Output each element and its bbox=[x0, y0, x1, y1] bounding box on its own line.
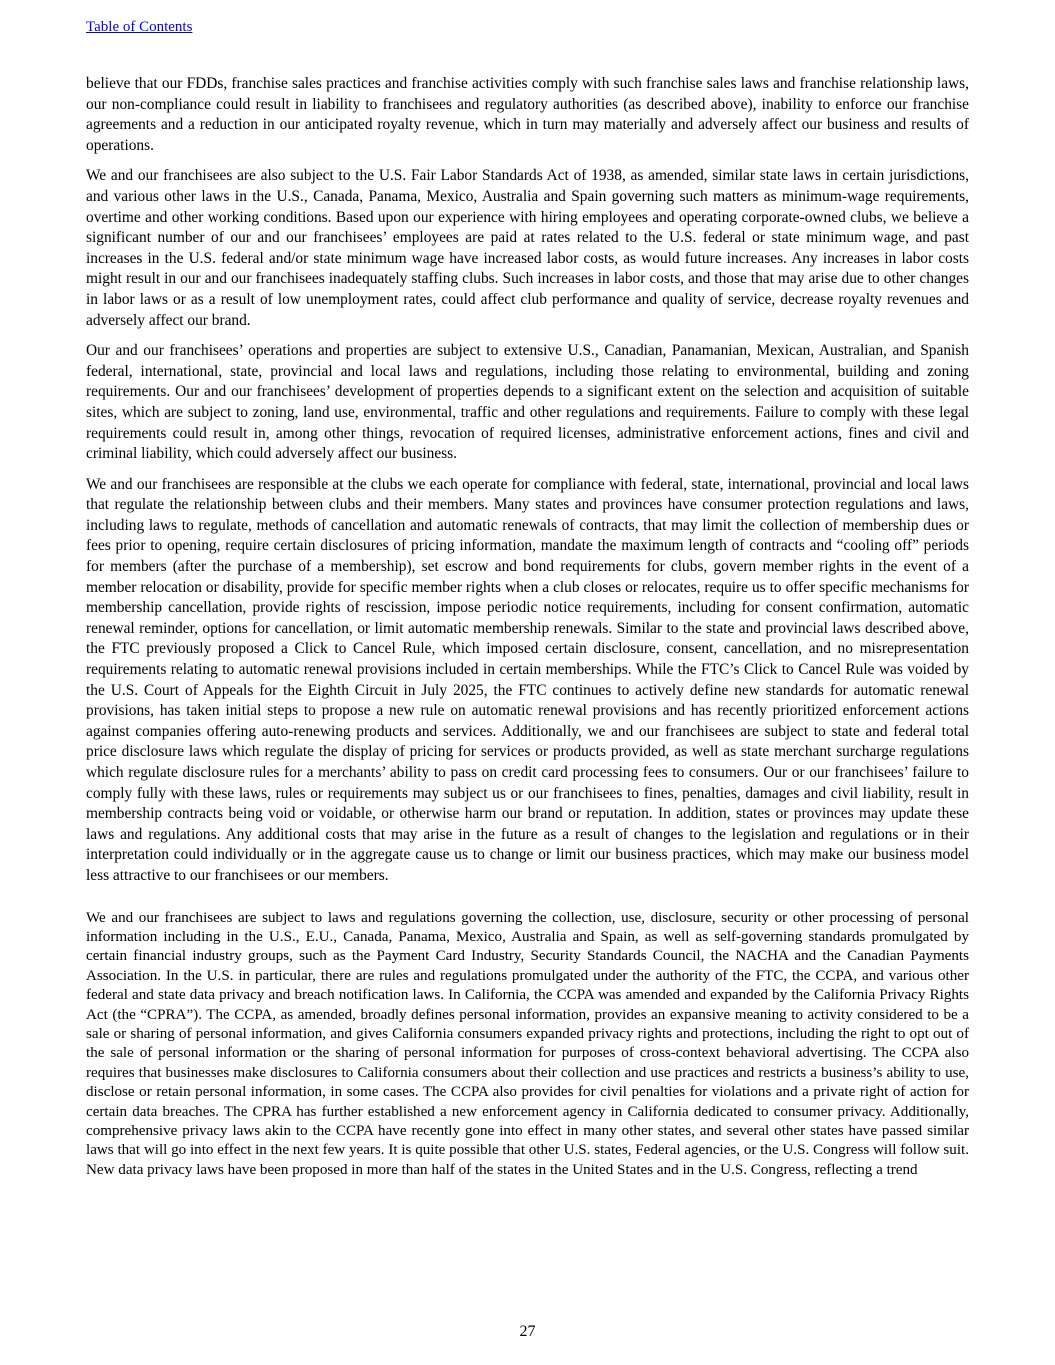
document-body bbox=[86, 74, 969, 1190]
paragraph-franchise-laws: believe that our FDDs, franchise sales practices and franchise activities comply with such franchise sales laws and franchise relationship laws, our non-compliance could result in liability to franchisees and regulatory authorities (as described above), inability to enforce our franchise agreements and a reduction in our anticipated royalty revenue, which in turn may materially and adversely affect our business and results of operations. bbox=[86, 75, 969, 154]
table-of-contents-link[interactable]: Table of Contents bbox=[86, 19, 193, 35]
paragraph-labor-laws: We and our franchisees are also subject to the U.S. Fair Labor Standards Act of 1938, as amended, similar state laws in certain jurisdictions, and various other laws in the U.S., Canada, Panama, Mexico, Australia and Spain governing such matters as minimum-wage requirements, overtime and other working conditions. Based upon our experience with hiring employees and operating corporate-owned clubs, we believe a significant number of our and our franchisees’ employees are paid at rates related to the U.S. federal or state minimum wage, and past increases in the U.S. federal and/or state minimum wage have increased labor costs, as would future increases. Any increases in labor costs might result in our and our franchisees inadequately staffing clubs. Such increases in labor costs, and those that may arise due to other changes in labor laws or as a result of low unemployment rates, could affect club performance and quality of service, decrease royalty revenues and adversely affect our brand. bbox=[86, 167, 969, 329]
paragraph-privacy-laws: We and our franchisees are subject to laws and regulations governing the collection, use, disclosure, security or other processing of personal information including in the U.S., E.U., Canada, Panama, Mexico, Australia and Spain, as well as self-governing standards promulgated by certain financial industry groups, such as the Payment Card Industry, Security Standards Council, the NACHA and the Canadian Payments Association. In the U.S. in particular, there are rules and regulations promulgated under the authority of the FTC, the CCPA, and various other federal and state data privacy and breach notification laws. In California, the CCPA was amended and expanded by the California Privacy Rights Act (the “CPRA”). The CCPA, as amended, broadly defines personal information, provides an expansive meaning to activity considered to be a sale or sharing of personal information, and gives California consumers expanded privacy rights and protections, including the right to opt out of the sale of personal information or the sharing of personal information for purposes of cross-context behavioral advertising. The CCPA also requires that businesses make disclosures to California consumers about their collection and use practices and restricts a business’s ability to use, disclose or retain personal information, in some cases. The CCPA also provides for civil penalties for violations and a private right of action for certain data breaches. The CPRA has further established a new enforcement agency in California dedicated to consumer privacy. Additionally, comprehensive privacy laws akin to the CCPA have recently gone into effect in many other states, and several other states have passed similar laws that will go into effect in the next few years. It is quite possible that other U.S. states, Federal agencies, or the U.S. Congress will follow suit. New data privacy laws have been proposed in more than half of the states in the United States and in the U.S. Congress, reflecting a trend bbox=[86, 909, 969, 1178]
paragraph-property-regulations: Our and our franchisees’ operations and properties are subject to extensive U.S., Canadian, Panamanian, Mexican, Australian, and Spanish federal, international, state, provincial and local laws and regulations, including those relating to environmental, building and zoning requirements. Our and our franchisees’ development of properties depends to a significant extent on the selection and acquisition of suitable sites, which are subject to zoning, land use, environmental, traffic and other regulations and requirements. Failure to comply with these legal requirements could result in, among other things, revocation of required licenses, administrative enforcement actions, fines and civil and criminal liability, which could adversely affect our business. bbox=[86, 342, 969, 463]
paragraph-member-relationship-laws: We and our franchisees are responsible at the clubs we each operate for compliance with federal, state, international, provincial and local laws that regulate the relationship between clubs and their members. Many states and provinces have consumer protection regulations and laws, including laws to regulate, methods of cancellation and automatic renewals of contracts, that may limit the collection of membership dues or fees prior to opening, require certain disclosures of pricing information, mandate the maximum length of contracts and “cooling off” periods for members (after the purchase of a membership), set escrow and bond requirements for clubs, govern member rights in the event of a member relocation or disability, provide for specific member rights when a club closes or relocates, require us to offer specific mechanisms for membership cancellation, provide rights of rescission, impose periodic notice requirements, including for consent confirmation, automatic renewal reminder, options for cancellation, or limit automatic membership renewals. Similar to the state and provincial laws described above, the FTC previously proposed a Click to Cancel Rule, which imposed certain disclosure, consent, cancellation, and no misrepresentation requirements relating to automatic renewal provisions included in certain memberships. While the FTC’s Click to Cancel Rule was voided by the U.S. Court of Appeals for the Eighth Circuit in July 2025, the FTC continues to actively define new standards for automatic renewal provisions, has taken initial steps to propose a new rule on automatic renewal provisions and has recently prioritized enforcement actions against companies offering auto-renewing products and services. Additionally, we and our franchisees are subject to state and federal total price disclosure laws which regulate the display of pricing for services or products provided, as well as state merchant surcharge regulations which regulate disclosure rules for a merchants’ ability to pass on credit card processing fees to consumers. Our or our franchisees’ failure to comply fully with these laws, rules or requirements may subject us or our franchisees to fines, penalties, damages and civil liability, result in membership contracts being void or voidable, or otherwise harm our brand or reputation. In addition, states or provinces may update these laws and regulations. Any additional costs that may arise in the future as a result of changes to the legislation and regulations or in their interpretation could individually or in the aggregate cause us to change or limit our business practices, which may make our business model less attractive to our franchisees or our members. bbox=[86, 475, 969, 884]
page-number: 27 bbox=[519, 1323, 536, 1340]
